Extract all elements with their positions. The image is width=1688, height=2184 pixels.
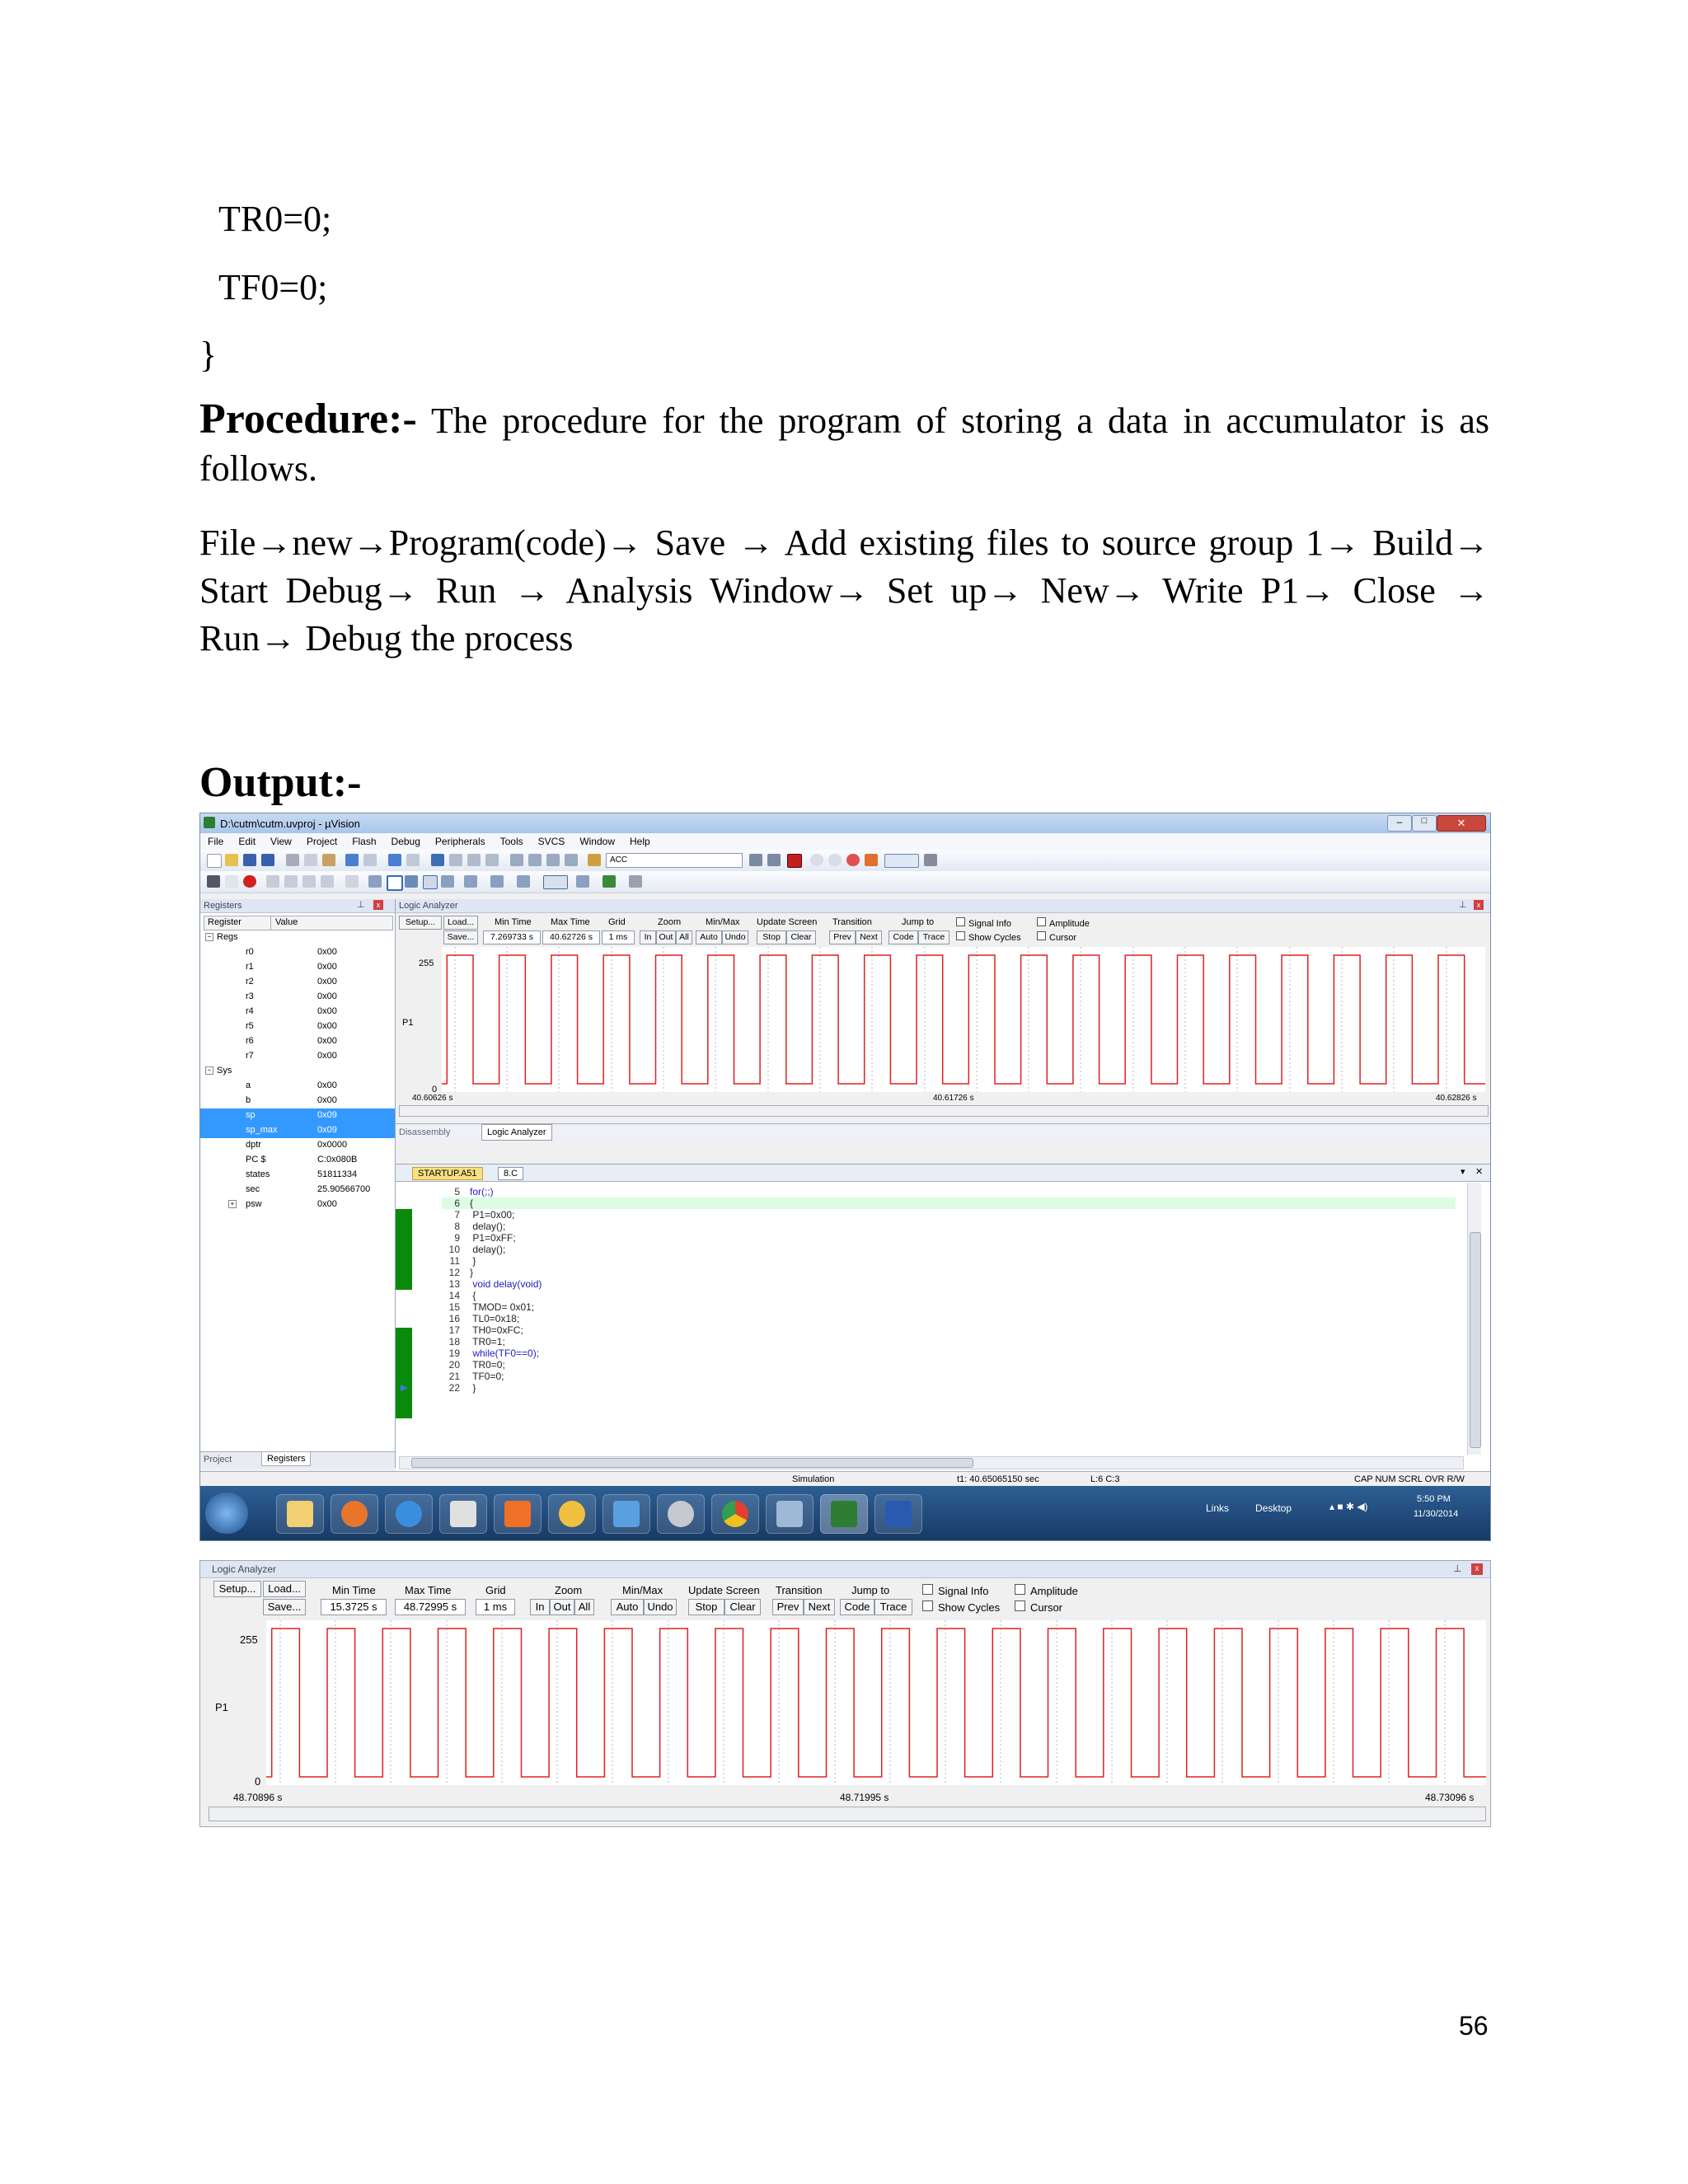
- code-line[interactable]: 16 TL0=0x18;: [448, 1313, 520, 1324]
- code-line[interactable]: 18 TR0=1;: [448, 1336, 505, 1347]
- amplitude-checkbox[interactable]: Amplitude: [1015, 1584, 1078, 1597]
- column-register[interactable]: Register: [208, 917, 241, 927]
- coverage-bar: [396, 1209, 412, 1290]
- auto-button[interactable]: Auto: [696, 930, 722, 944]
- status-mode: Simulation: [792, 1474, 835, 1484]
- grid-label: Grid: [485, 1584, 506, 1596]
- unindent-icon[interactable]: [528, 854, 542, 866]
- register-row[interactable]: r1 0x00: [246, 962, 337, 972]
- code-line[interactable]: 19 while(TF0==0);: [448, 1347, 540, 1359]
- tab-8-c[interactable]: 8.C: [498, 1167, 523, 1180]
- register-row[interactable]: b 0x00: [246, 1095, 337, 1105]
- symbols-window-icon[interactable]: [405, 875, 418, 888]
- taskbar-word[interactable]: [874, 1494, 922, 1534]
- window-layout-icon[interactable]: [884, 854, 919, 868]
- disassembly-window-icon[interactable]: [387, 875, 403, 891]
- menu-debug[interactable]: Debug: [391, 836, 420, 847]
- auto-button[interactable]: Auto: [611, 1599, 644, 1615]
- register-row[interactable]: sec 25.90566700: [246, 1184, 371, 1194]
- clear-button[interactable]: Clear: [724, 1599, 761, 1615]
- logic-analyzer-title: Logic Analyzer: [399, 901, 458, 911]
- save-icon[interactable]: [243, 854, 256, 866]
- show-cycles-checkbox[interactable]: Show Cycles: [922, 1601, 1000, 1614]
- trace-button[interactable]: Trace: [918, 930, 950, 944]
- tab-registers[interactable]: Registers: [261, 1452, 311, 1466]
- current-line-arrow-icon: ▶: [401, 1383, 408, 1393]
- y-axis-min: 0: [432, 1085, 438, 1094]
- stop-button[interactable]: Stop: [757, 930, 786, 944]
- register-row[interactable]: r7 0x00: [246, 1051, 337, 1061]
- taskbar-app[interactable]: [603, 1494, 650, 1534]
- taskbar-explorer[interactable]: [276, 1494, 324, 1534]
- chevron-down-icon[interactable]: ▾: [1461, 1167, 1465, 1177]
- code-line[interactable]: 22 }: [448, 1382, 476, 1394]
- taskbar-links[interactable]: Links: [1206, 1502, 1230, 1514]
- current-line-highlight: [442, 1197, 1456, 1209]
- tab-startup-a51[interactable]: STARTUP.A51: [412, 1167, 483, 1180]
- step-into-icon[interactable]: [266, 875, 279, 888]
- code-line[interactable]: 20 TR0=0;: [448, 1359, 505, 1371]
- status-keys: CAP NUM SCRL OVR R/W: [1354, 1474, 1465, 1484]
- code-line[interactable]: 15 TMOD= 0x01;: [448, 1301, 535, 1313]
- comment-icon[interactable]: [546, 854, 560, 866]
- zoom-in-button[interactable]: In: [640, 930, 656, 944]
- menu-edit[interactable]: Edit: [238, 836, 256, 847]
- registers-column-header: [204, 916, 393, 930]
- media-player-icon: [504, 1501, 531, 1527]
- chrome-icon: [722, 1501, 748, 1527]
- stop-button[interactable]: Stop: [688, 1599, 724, 1615]
- zoom-out-button[interactable]: Out: [550, 1599, 574, 1615]
- app-icon: [613, 1501, 640, 1527]
- zoom-all-button[interactable]: All: [574, 1599, 594, 1615]
- redo-icon[interactable]: [363, 854, 377, 866]
- register-row[interactable]: − Sys: [200, 1064, 395, 1079]
- y-axis-min: 0: [255, 1775, 261, 1788]
- y-axis-max: 255: [419, 958, 434, 968]
- code-line[interactable]: 11 }: [449, 1255, 476, 1267]
- waveform-canvas-1[interactable]: [442, 947, 1485, 1092]
- min-time-value: 15.3725 s: [321, 1599, 387, 1615]
- min-time-label: Min Time: [332, 1584, 376, 1596]
- y-axis-max: 255: [240, 1633, 258, 1646]
- signal-name[interactable]: P1: [402, 1018, 414, 1028]
- open-folder-icon[interactable]: [225, 854, 238, 866]
- pin-icon[interactable]: ⊥: [357, 900, 365, 910]
- register-row[interactable]: r5 0x00: [246, 1021, 337, 1031]
- register-row-selected[interactable]: sp_max 0x09: [200, 1123, 395, 1138]
- step-out-icon[interactable]: [302, 875, 316, 888]
- copy-icon[interactable]: [304, 854, 317, 866]
- update-screen-label: Update Screen: [757, 917, 818, 927]
- status-bar: [200, 1471, 1490, 1487]
- menu-help[interactable]: Help: [630, 836, 650, 847]
- time-mid: 48.71995 s: [840, 1792, 889, 1803]
- time-left: 48.70896 s: [233, 1792, 283, 1803]
- cut-icon[interactable]: [286, 854, 299, 866]
- cursor-checkbox[interactable]: Cursor: [1015, 1601, 1062, 1614]
- register-row[interactable]: − Regs: [200, 930, 395, 945]
- clear-bookmarks-icon[interactable]: [485, 854, 499, 866]
- toolbox-icon[interactable]: [629, 875, 642, 888]
- bookmark-icon[interactable]: [431, 854, 444, 866]
- show-cycles-checkbox[interactable]: Show Cycles: [956, 931, 1021, 943]
- max-time-label: Max Time: [405, 1584, 452, 1596]
- pin-icon[interactable]: ⊥: [1453, 1563, 1462, 1574]
- registers-panel-header: [200, 899, 395, 913]
- cursor-checkbox[interactable]: Cursor: [1037, 931, 1076, 943]
- save-all-icon[interactable]: [261, 854, 274, 866]
- find-icon[interactable]: [749, 854, 762, 866]
- jump-to-label: Jump to: [902, 917, 935, 927]
- logic-analyzer-title: Logic Analyzer: [212, 1563, 277, 1575]
- procedure-heading: Procedure:-: [199, 396, 417, 443]
- logic-analyzer-panel: [396, 899, 1490, 1143]
- menu-peripherals[interactable]: Peripherals: [434, 836, 485, 847]
- taskbar-time: 5:50 PM: [1417, 1494, 1451, 1504]
- zoom-out-button[interactable]: Out: [656, 930, 676, 944]
- collapse-icon[interactable]: −: [205, 1066, 213, 1075]
- uvision-screenshot: [199, 813, 1491, 1541]
- undo-icon[interactable]: [345, 854, 359, 866]
- time-mid: 40.61726 s: [933, 1094, 974, 1103]
- analysis-window-icon[interactable]: [543, 875, 568, 889]
- disable-breakpoint-icon[interactable]: [828, 854, 842, 866]
- code-line[interactable]: 9 P1=0xFF;: [454, 1232, 516, 1244]
- minmax-label: Min/Max: [706, 917, 740, 927]
- collapse-icon[interactable]: −: [205, 933, 213, 941]
- clear-button[interactable]: Clear: [786, 930, 816, 944]
- register-row[interactable]: r6 0x00: [246, 1036, 337, 1046]
- command-window-icon[interactable]: [368, 875, 382, 888]
- menu-flash[interactable]: Flash: [352, 836, 377, 847]
- breakpoint-icon[interactable]: [810, 854, 823, 866]
- close-panel-icon[interactable]: x: [373, 900, 383, 910]
- editor-tabs: [396, 1165, 1490, 1182]
- debug-session-icon[interactable]: [787, 854, 802, 868]
- maximize-button[interactable]: □: [1412, 815, 1437, 832]
- taskbar-media[interactable]: [494, 1494, 542, 1534]
- code-line[interactable]: 12 }: [448, 1267, 474, 1278]
- logic-analyzer-header: [200, 1561, 1490, 1578]
- status-position: L:6 C:3: [1090, 1474, 1120, 1484]
- taskbar-firefox[interactable]: [331, 1494, 378, 1534]
- undo-button[interactable]: Undo: [722, 930, 748, 944]
- taskbar-app[interactable]: [766, 1494, 814, 1534]
- close-editor-icon[interactable]: ✕: [1475, 1167, 1484, 1177]
- app-icon: [776, 1501, 803, 1527]
- prev-button[interactable]: Prev: [829, 930, 856, 944]
- code-line[interactable]: 5 for(;;): [454, 1186, 494, 1197]
- next-button[interactable]: Next: [804, 1599, 835, 1615]
- paste-icon[interactable]: [322, 854, 335, 866]
- load-button[interactable]: Load...: [443, 916, 478, 930]
- tab-project[interactable]: Project: [204, 1455, 232, 1465]
- trace-button[interactable]: Trace: [874, 1599, 912, 1615]
- undo-button[interactable]: Undo: [644, 1599, 677, 1615]
- code-line[interactable]: 7 P1=0x00;: [454, 1209, 515, 1221]
- register-row[interactable]: + psw 0x00: [200, 1197, 395, 1212]
- kill-breakpoints-icon[interactable]: [846, 854, 860, 866]
- watch-window-icon[interactable]: [464, 875, 477, 888]
- editor-horizontal-scrollbar[interactable]: [399, 1456, 1464, 1469]
- time-left: 40.60626 s: [412, 1094, 453, 1103]
- register-row[interactable]: r0 0x00: [246, 947, 337, 957]
- min-time-value: 7.269733 s: [483, 930, 541, 944]
- registers-panel-title: Registers: [204, 901, 242, 911]
- prev-bookmark-icon[interactable]: [449, 854, 462, 866]
- nav-back-icon[interactable]: [388, 854, 401, 866]
- next-button[interactable]: Next: [856, 930, 882, 944]
- taskbar-app[interactable]: [548, 1494, 596, 1534]
- save-button[interactable]: Save...: [263, 1599, 306, 1615]
- zoom-all-button[interactable]: All: [676, 930, 692, 944]
- horizontal-scrollbar[interactable]: [209, 1807, 1486, 1821]
- config-wizard-icon[interactable]: [865, 854, 878, 866]
- word-icon: [885, 1501, 912, 1527]
- register-row[interactable]: states 51811334: [246, 1169, 358, 1179]
- registers-panel: [200, 899, 396, 1468]
- uvision-icon: [831, 1501, 857, 1527]
- close-panel-icon[interactable]: x: [1474, 900, 1484, 910]
- logic-analyzer-screenshot: [199, 1560, 1491, 1827]
- app-icon: [668, 1501, 694, 1527]
- app-icon: [450, 1501, 476, 1527]
- call-stack-icon[interactable]: [441, 875, 454, 888]
- setup-button[interactable]: Setup...: [213, 1581, 261, 1597]
- memory-window-icon[interactable]: [490, 875, 504, 888]
- register-row-selected[interactable]: sp 0x09: [200, 1108, 395, 1123]
- menu-svcs[interactable]: SVCS: [537, 836, 565, 847]
- grid-label: Grid: [608, 917, 626, 927]
- windows-taskbar: [200, 1486, 1490, 1540]
- taskbar-uvision[interactable]: [820, 1494, 868, 1534]
- transition-label: Transition: [832, 917, 872, 927]
- app-icon: [559, 1501, 585, 1527]
- register-row[interactable]: r4 0x00: [246, 1006, 337, 1016]
- close-window-button[interactable]: ✕: [1437, 815, 1486, 832]
- expand-icon[interactable]: +: [228, 1200, 237, 1208]
- scrollbar-thumb[interactable]: [411, 1458, 973, 1468]
- taskbar-desktop[interactable]: Desktop: [1255, 1502, 1292, 1514]
- folder-icon: [287, 1501, 313, 1527]
- find-combo[interactable]: ACC: [606, 853, 743, 868]
- signal-info-checkbox[interactable]: Signal Info: [922, 1584, 988, 1597]
- max-time-value: 48.72995 s: [395, 1599, 466, 1615]
- reset-icon[interactable]: [207, 875, 220, 888]
- incremental-find-icon[interactable]: [767, 854, 781, 866]
- menu-tools[interactable]: Tools: [499, 836, 523, 847]
- minmax-label: Min/Max: [622, 1584, 663, 1596]
- jump-to-label: Jump to: [851, 1584, 890, 1596]
- nav-forward-icon[interactable]: [406, 854, 420, 866]
- save-button[interactable]: Save...: [443, 930, 478, 944]
- zoom-label: Zoom: [658, 917, 682, 927]
- setup-button[interactable]: Setup...: [399, 916, 442, 930]
- menu-window[interactable]: Window: [579, 836, 615, 847]
- procedure-steps: File→new→Program(code)→ Save → Add existing files to source group 1→ Build→ Start Debug→ Run → Analysis Window→ Set up→ New→ Write P1→ Close → Run→ Debug the process: [199, 523, 1489, 658]
- register-row[interactable]: r3 0x00: [246, 991, 337, 1001]
- serial-window-icon[interactable]: [517, 875, 530, 888]
- menu-view[interactable]: View: [270, 836, 292, 847]
- close-panel-icon[interactable]: x: [1471, 1563, 1483, 1575]
- status-t1: t1: 40.65065150 sec: [957, 1474, 1039, 1484]
- register-row[interactable]: PC $ C:0x080B: [246, 1155, 358, 1165]
- waveform-canvas-2[interactable]: [266, 1620, 1486, 1785]
- amplitude-checkbox[interactable]: Amplitude: [1037, 917, 1090, 929]
- code-line-tf0: TF0=0;: [218, 267, 328, 307]
- file-toolbar: [200, 850, 1490, 872]
- taskbar-app[interactable]: [657, 1494, 705, 1534]
- transition-label: Transition: [776, 1584, 823, 1596]
- registers-window-icon[interactable]: [423, 875, 438, 889]
- bottom-tabs: [396, 1123, 1490, 1142]
- taskbar-ie[interactable]: [385, 1494, 433, 1534]
- menu-file[interactable]: File: [208, 836, 224, 847]
- window-title: D:\cutm\cutm.uvproj - µVision: [220, 818, 360, 830]
- zoom-label: Zoom: [555, 1584, 583, 1596]
- settings-wrench-icon[interactable]: [924, 854, 937, 866]
- code-line[interactable]: 21 TF0=0;: [448, 1371, 504, 1382]
- next-bookmark-icon[interactable]: [467, 854, 481, 866]
- code-editor: [396, 1164, 1490, 1471]
- register-row[interactable]: dptr 0x0000: [246, 1140, 348, 1150]
- code-closing-brace: }: [199, 335, 218, 375]
- run-icon[interactable]: [225, 875, 238, 888]
- internet-explorer-icon: [396, 1501, 422, 1527]
- new-file-icon[interactable]: [207, 854, 222, 868]
- code-line[interactable]: 17 TH0=0xFC;: [448, 1324, 523, 1336]
- system-viewer-icon[interactable]: [603, 875, 616, 888]
- taskbar-date: 11/30/2014: [1414, 1509, 1459, 1519]
- signal-info-checkbox[interactable]: Signal Info: [956, 917, 1011, 929]
- run-to-cursor-icon[interactable]: [321, 875, 334, 888]
- window-titlebar: [200, 813, 1490, 833]
- logic-analyzer-header: [396, 899, 1490, 913]
- page-number: 56: [1459, 2011, 1489, 2041]
- column-value[interactable]: Value: [275, 917, 298, 927]
- vertical-scrollbar[interactable]: [1467, 1183, 1481, 1455]
- panel-tabs: [200, 1451, 395, 1469]
- procedure-paragraph: [199, 396, 1489, 493]
- grid-value: 1 ms: [602, 930, 635, 944]
- grid-value: 1 ms: [476, 1599, 515, 1615]
- register-row[interactable]: r2 0x00: [246, 977, 337, 987]
- find-in-files-icon[interactable]: [588, 854, 601, 866]
- code-button[interactable]: Code: [840, 1599, 874, 1615]
- max-time-value: 40.62726 s: [542, 930, 600, 944]
- tab-logic-analyzer[interactable]: Logic Analyzer: [481, 1124, 552, 1141]
- indent-icon[interactable]: [510, 854, 523, 866]
- uncomment-icon[interactable]: [565, 854, 578, 866]
- tab-disassembly[interactable]: Disassembly: [399, 1127, 451, 1137]
- taskbar-app[interactable]: [439, 1494, 487, 1534]
- procedure-text: The procedure for the program of storing a data in accumulator is as follows.: [199, 401, 1489, 489]
- time-right: 40.62826 s: [1436, 1094, 1477, 1103]
- menu-bar: [200, 833, 1490, 850]
- start-button[interactable]: [205, 1493, 248, 1534]
- code-line[interactable]: 13 void delay(void): [448, 1278, 542, 1290]
- code-line-tr0: TR0=0;: [218, 199, 332, 239]
- coverage-bar: [396, 1328, 412, 1418]
- code-button[interactable]: Code: [889, 930, 918, 944]
- taskbar-chrome[interactable]: [711, 1494, 759, 1534]
- scrollbar-thumb[interactable]: [1470, 1232, 1481, 1448]
- code-line[interactable]: 14 {: [448, 1290, 476, 1301]
- show-next-statement-icon[interactable]: [345, 875, 359, 888]
- stop-icon[interactable]: [243, 875, 256, 888]
- step-over-icon[interactable]: [284, 875, 298, 888]
- tray-icons[interactable]: ▴ ■ ✱ ◀): [1329, 1501, 1368, 1512]
- pin-icon[interactable]: ⊥: [1459, 900, 1467, 910]
- max-time-label: Max Time: [551, 917, 590, 927]
- time-right: 48.73096 s: [1425, 1792, 1475, 1803]
- prev-button[interactable]: Prev: [772, 1599, 804, 1615]
- output-heading: Output:-: [199, 759, 362, 806]
- trace-window-icon[interactable]: [576, 875, 589, 888]
- code-line[interactable]: 8 delay();: [454, 1221, 506, 1232]
- min-time-label: Min Time: [495, 917, 532, 927]
- register-row[interactable]: a 0x00: [246, 1080, 337, 1090]
- code-line[interactable]: 10 delay();: [448, 1244, 506, 1255]
- signal-name[interactable]: P1: [215, 1701, 228, 1713]
- update-screen-label: Update Screen: [688, 1584, 760, 1596]
- uvision-app-icon: [204, 817, 215, 828]
- menu-project[interactable]: Project: [306, 836, 338, 847]
- debug-toolbar: [200, 871, 1490, 893]
- horizontal-scrollbar[interactable]: [399, 1105, 1489, 1117]
- firefox-icon: [341, 1501, 368, 1527]
- code-line[interactable]: 6 {: [454, 1197, 474, 1209]
- zoom-in-button[interactable]: In: [530, 1599, 550, 1615]
- minimize-button[interactable]: –: [1387, 815, 1412, 832]
- load-button[interactable]: Load...: [263, 1581, 306, 1597]
